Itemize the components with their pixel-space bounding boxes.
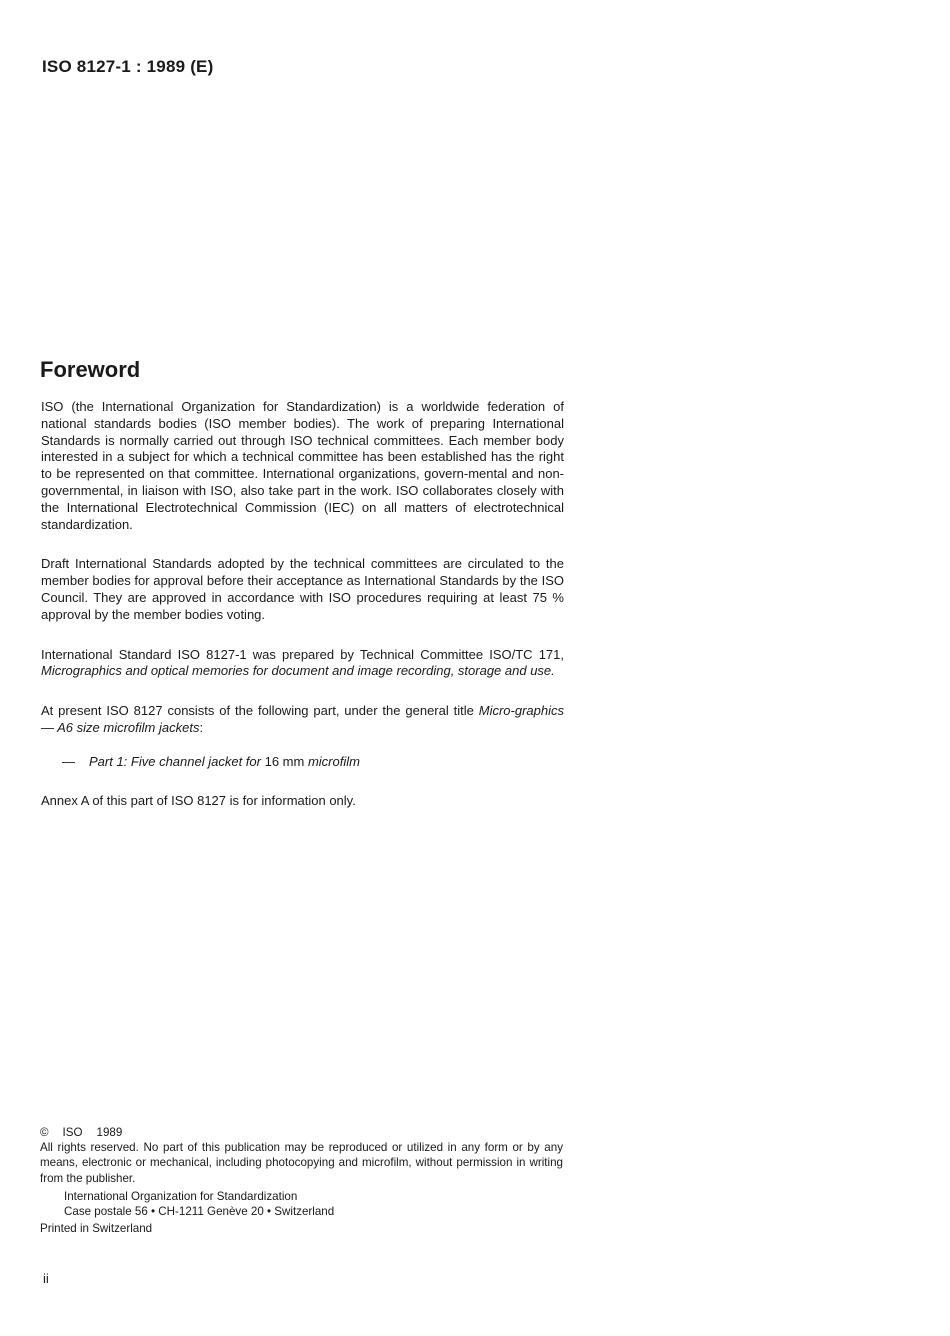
part-title-c: microfilm: [307, 753, 360, 769]
copyright-footer: [40, 1125, 563, 1236]
preparation-lead-text: International Standard ISO 8127-1 was prepared by Technical Committee ISO/TC 171,: [41, 646, 564, 662]
copyright-year: 1989: [96, 1126, 123, 1139]
paragraph-annex: Annex A of this part of ISO 8127 is for information only.: [41, 792, 356, 808]
parts-lead-text: At present ISO 8127 consists of the following part, under the general title: [41, 703, 474, 719]
page-title: Foreword: [40, 357, 141, 382]
publisher-postal: Case postale 56 • CH-1211 Genève 20 • Switzerland: [64, 1205, 335, 1219]
list-dash: —: [62, 753, 75, 769]
rights-notice: All rights reserved. No part of this publication may be reproduced or utilized in any form or by any means, electronic or mechanical, including photocopying and microfilm, without permission in writing from the publisher.: [40, 1141, 563, 1185]
paragraph-about-iso: ISO (the International Organization for Standardization) is a worldwide federation of national standards bodies (ISO member bodies). The work of preparing International Standards is normally carried out through ISO technical committees. Each member body interested in a subject for which a technical committee has been established has the right to be represented on that committee. International organizations, govern-mental and non-governmental, in liaison with ISO, also take part in the work. ISO collaborates closely with the International Electrotechnical Commission (IEC) on all matters of electrotechnical standardization.: [41, 399, 564, 532]
part-title-a: Part 1: Five channel jacket for: [89, 753, 261, 769]
paragraph-parts: [41, 703, 564, 737]
printed-notice: Printed in Switzerland: [40, 1222, 153, 1236]
foreword-body: [41, 399, 564, 809]
document-header: ISO 8127-1 : 1989 (E): [42, 57, 214, 76]
general-title: Micro-graphics — A6 size microfilm jackets: [41, 703, 564, 735]
copyright-org: ISO: [62, 1126, 83, 1139]
committee-title: Micrographics and optical memories for document and image recording, storage and use.: [41, 663, 555, 679]
part-title-b: 16 mm: [264, 753, 305, 769]
copyright-symbol: ©: [40, 1126, 49, 1139]
publisher-name: International Organization for Standardization: [64, 1189, 298, 1203]
paragraph-preparation: [41, 647, 564, 681]
copyright-line: [40, 1125, 563, 1140]
page-number: ii: [43, 1271, 49, 1286]
publisher-address: [40, 1189, 563, 1219]
paragraph-draft-standards: Draft International Standards adopted by the technical committees are circulated to the member bodies for approval before their acceptance as International Standards by the ISO Council. They are approved in accordance with ISO procedures requiring at least 75 % approval by the member bodies voting.: [41, 556, 564, 622]
list-item: [62, 754, 564, 771]
general-title-colon: :: [199, 719, 204, 735]
